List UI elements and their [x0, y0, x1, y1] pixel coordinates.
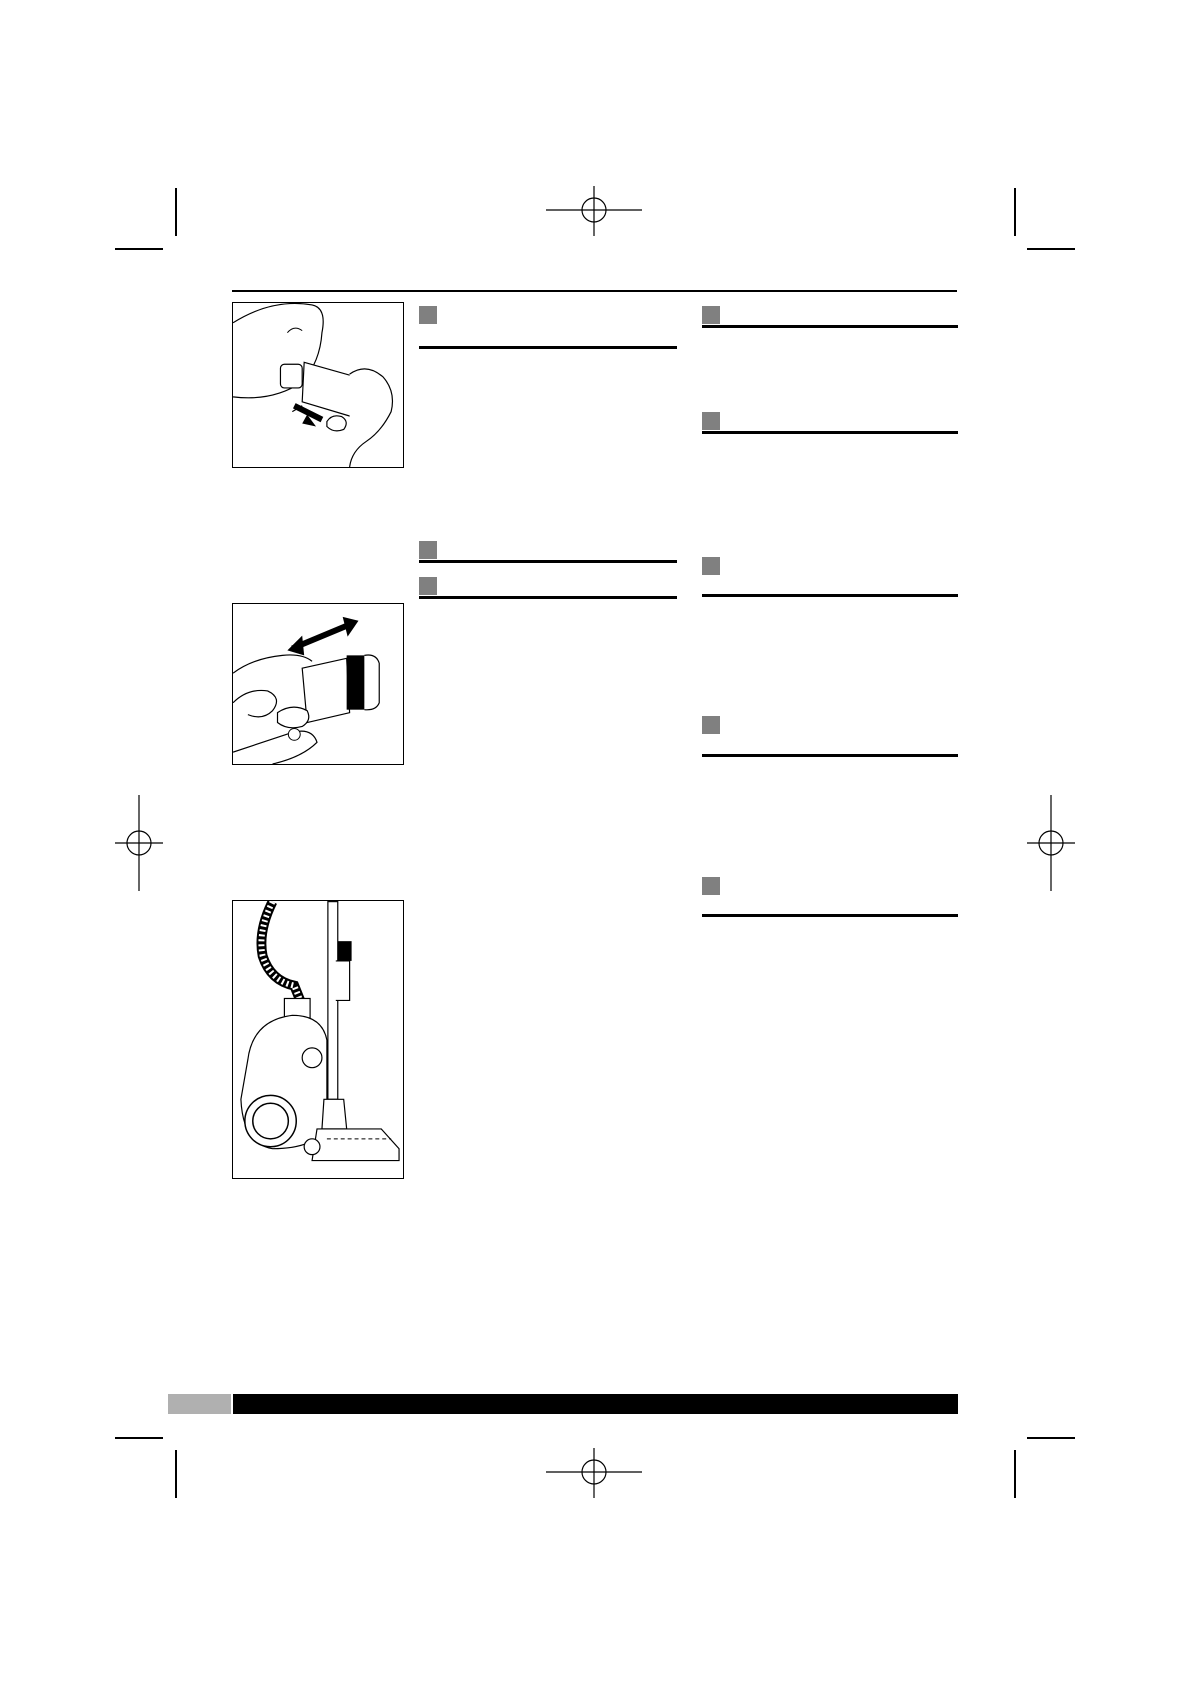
registration-mark-right: [1027, 795, 1075, 891]
section-rule-r5: [702, 914, 958, 917]
section-rule-r3: [702, 594, 958, 597]
vacuum-cleaner-icon: [233, 901, 403, 1178]
section-marker-r3: [702, 557, 720, 575]
page-number: [168, 1396, 174, 1411]
section-marker-r5: [702, 877, 720, 895]
section-rule-r4: [702, 754, 958, 757]
section-rule-m3: [419, 596, 677, 599]
crop-mark-bottom-right-vertical: [1014, 1450, 1016, 1498]
hand-sliding-brush-icon: [233, 604, 403, 764]
section-marker-r1: [702, 306, 720, 324]
registration-mark-bottom: [546, 1448, 642, 1504]
section-marker-r2: [702, 412, 720, 430]
section-rule-m2: [419, 560, 677, 563]
crop-mark-top-left-horizontal: [115, 248, 163, 250]
section-rule-r1: [702, 325, 958, 328]
section-marker-r4: [702, 716, 720, 734]
crop-mark-top-right-vertical: [1014, 188, 1016, 236]
page-number-tab: [168, 1394, 231, 1414]
header-rule: [232, 290, 957, 292]
section-marker-m3: [419, 577, 437, 595]
vacuum-parked-illustration: [232, 900, 404, 1179]
section-rule-m1: [419, 346, 677, 349]
registration-mark-top: [546, 186, 642, 242]
brush-tool-illustration: [232, 603, 404, 765]
footer-bar: [233, 1394, 958, 1414]
filter-removal-illustration: [232, 302, 404, 468]
section-marker-m2: [419, 541, 437, 559]
section-rule-r2: [702, 431, 958, 434]
crop-mark-top-right-horizontal: [1027, 248, 1075, 250]
crop-mark-bottom-left-horizontal: [115, 1437, 163, 1439]
section-marker-m1: [419, 306, 437, 324]
crop-mark-bottom-left-vertical: [175, 1450, 177, 1498]
crop-mark-bottom-right-horizontal: [1027, 1437, 1075, 1439]
registration-mark-left: [115, 795, 163, 891]
crop-mark-top-left-vertical: [175, 188, 177, 236]
hand-pulling-filter-icon: [233, 303, 403, 467]
